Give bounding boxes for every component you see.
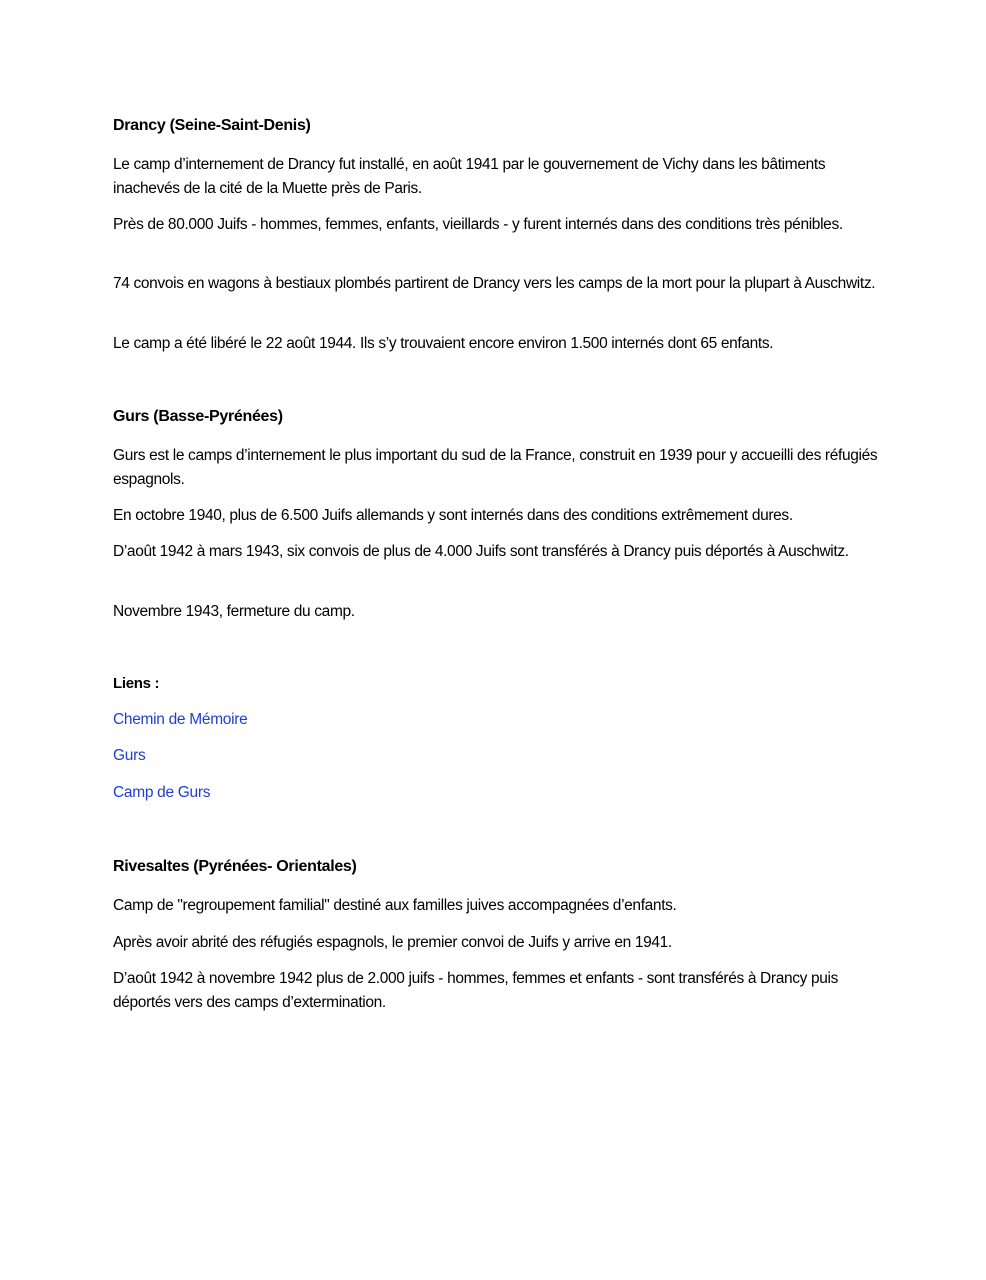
- link-gurs[interactable]: Gurs: [113, 747, 146, 764]
- paragraph: Après avoir abrité des réfugiés espagnols, le premier convoi de Juifs y arrive en 1941.: [113, 934, 672, 951]
- section-heading-drancy: Drancy (Seine-Saint-Denis): [113, 117, 311, 134]
- paragraph: Près de 80.000 Juifs - hommes, femmes, enfants, vieillards - y furent internés dans des conditions très pénibles.: [113, 216, 843, 233]
- links-label: Liens :: [113, 675, 160, 692]
- paragraph: Le camp a été libéré le 22 août 1944. Ils s’y trouvaient encore environ 1.500 internés dont 65 enfants.: [113, 335, 774, 352]
- section-heading-rivesaltes: Rivesaltes (Pyrénées- Orientales): [113, 858, 357, 875]
- paragraph: Le camp d’internement de Drancy fut installé, en août 1941 par le gouvernement de Vichy dans les bâtiments inachevés de la cité de la Muette près de Paris.: [113, 156, 826, 197]
- paragraph: Novembre 1943, fermeture du camp.: [113, 603, 355, 620]
- paragraph: 74 convois en wagons à bestiaux plombés partirent de Drancy vers les camps de la mort pour la plupart à Auschwitz.: [113, 275, 876, 292]
- paragraph: Gurs est le camps d’internement le plus important du sud de la France, construit en 1939 pour y accueilli des réfugiés espagnols.: [113, 447, 878, 488]
- link-chemin-de-memoire[interactable]: Chemin de Mémoire: [113, 711, 248, 728]
- paragraph: D’août 1942 à novembre 1942 plus de 2.000 juifs - hommes, femmes et enfants - sont transférés à Drancy puis déportés vers des camps d’extermination.: [113, 970, 839, 1011]
- paragraph: Camp de "regroupement familial" destiné aux familles juives accompagnées d’enfants.: [113, 897, 677, 914]
- paragraph: En octobre 1940, plus de 6.500 Juifs allemands y sont internés dans des conditions extrêmement dures.: [113, 507, 793, 524]
- section-heading-gurs: Gurs (Basse-Pyrénées): [113, 408, 283, 425]
- paragraph: D’août 1942 à mars 1943, six convois de plus de 4.000 Juifs sont transférés à Drancy puis déportés à Auschwitz.: [113, 543, 849, 560]
- link-camp-de-gurs[interactable]: Camp de Gurs: [113, 784, 211, 801]
